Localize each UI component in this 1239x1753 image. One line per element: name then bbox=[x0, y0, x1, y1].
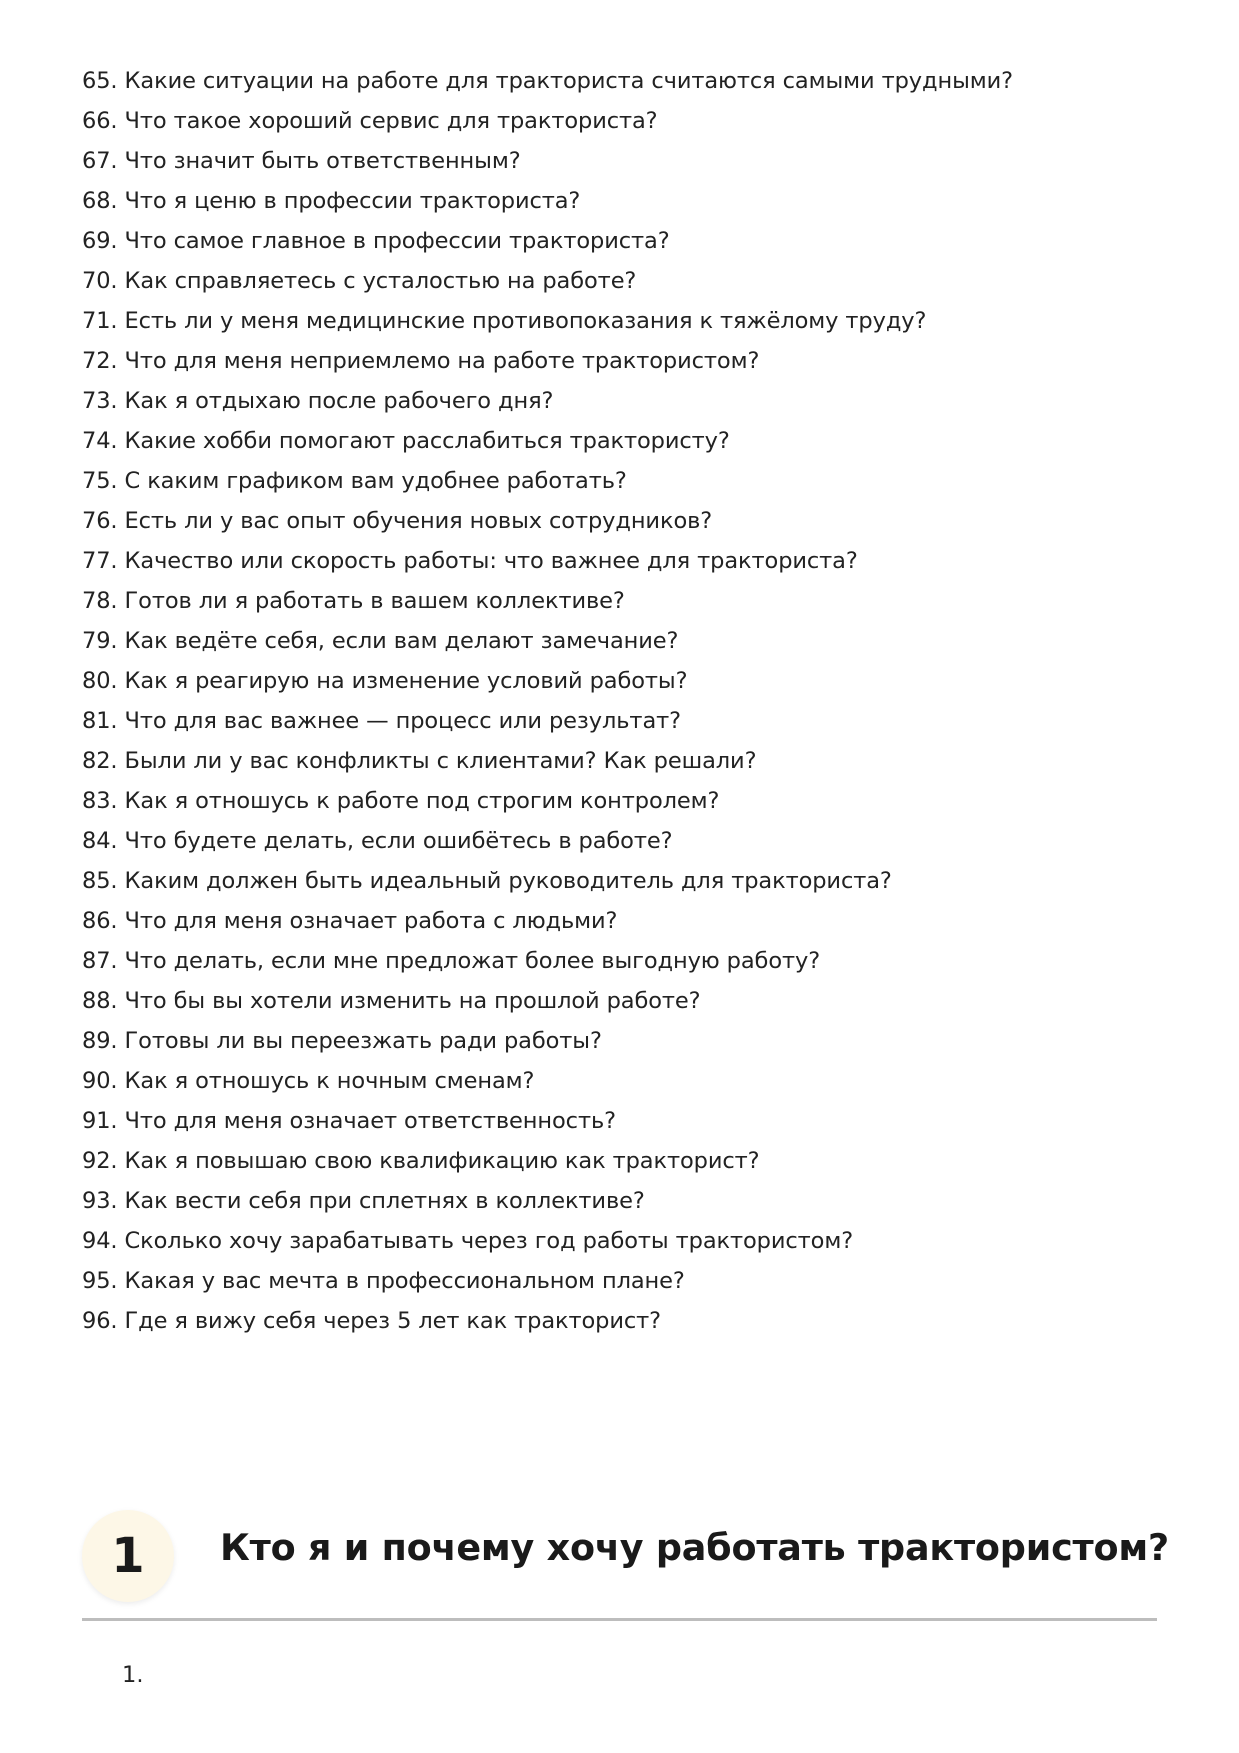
question-item: 66. Что такое хороший сервис для тракториста? bbox=[82, 108, 658, 134]
question-item: 92. Как я повышаю свою квалификацию как тракторист? bbox=[82, 1148, 760, 1174]
question-item: 70. Как справляетесь с усталостью на работе? bbox=[82, 268, 637, 294]
question-item: 88. Что бы вы хотели изменить на прошлой работе? bbox=[82, 988, 701, 1014]
question-item: 80. Как я реагирую на изменение условий работы? bbox=[82, 668, 688, 694]
question-item: 93. Как вести себя при сплетнях в коллективе? bbox=[82, 1188, 645, 1214]
question-item: 67. Что значит быть ответственным? bbox=[82, 148, 521, 174]
section-header bbox=[82, 1510, 1169, 1630]
question-item: 72. Что для меня неприемлемо на работе трактористом? bbox=[82, 348, 760, 374]
question-item: 76. Есть ли у вас опыт обучения новых сотрудников? bbox=[82, 508, 713, 534]
question-item: 79. Как ведёте себя, если вам делают замечание? bbox=[82, 628, 679, 654]
question-item: 82. Были ли у вас конфликты с клиентами? Как решали? bbox=[82, 748, 757, 774]
question-item: 85. Каким должен быть идеальный руководитель для тракториста? bbox=[82, 868, 892, 894]
section-title: Кто я и почему хочу работать трактористом? bbox=[220, 1526, 1169, 1569]
section-number-badge: 1 bbox=[82, 1510, 174, 1602]
answer-list-number: 1. bbox=[122, 1662, 144, 1688]
question-item: 87. Что делать, если мне предложат более выгодную работу? bbox=[82, 948, 821, 974]
question-item: 83. Как я отношусь к работе под строгим контролем? bbox=[82, 788, 720, 814]
question-item: 96. Где я вижу себя через 5 лет как тракторист? bbox=[82, 1308, 662, 1334]
question-item: 69. Что самое главное в профессии тракториста? bbox=[82, 228, 670, 254]
question-item: 95. Какая у вас мечта в профессиональном плане? bbox=[82, 1268, 685, 1294]
question-item: 86. Что для меня означает работа с людьми? bbox=[82, 908, 618, 934]
question-item: 78. Готов ли я работать в вашем коллективе? bbox=[82, 588, 625, 614]
question-item: 81. Что для вас важнее — процесс или результат? bbox=[82, 708, 681, 734]
question-item: 91. Что для меня означает ответственность? bbox=[82, 1108, 616, 1134]
question-item: 71. Есть ли у меня медицинские противопоказания к тяжёлому труду? bbox=[82, 308, 927, 334]
question-item: 89. Готовы ли вы переезжать ради работы? bbox=[82, 1028, 602, 1054]
question-item: 73. Как я отдыхаю после рабочего дня? bbox=[82, 388, 554, 414]
question-item: 94. Сколько хочу зарабатывать через год работы трактористом? bbox=[82, 1228, 854, 1254]
question-item: 90. Как я отношусь к ночным сменам? bbox=[82, 1068, 535, 1094]
question-item: 65. Какие ситуации на работе для тракториста считаются самыми трудными? bbox=[82, 68, 1013, 94]
section-divider bbox=[82, 1618, 1157, 1621]
question-item: 75. С каким графиком вам удобнее работать? bbox=[82, 468, 627, 494]
question-item: 68. Что я ценю в профессии тракториста? bbox=[82, 188, 581, 214]
question-item: 84. Что будете делать, если ошибётесь в работе? bbox=[82, 828, 673, 854]
question-item: 77. Качество или скорость работы: что важнее для тракториста? bbox=[82, 548, 858, 574]
question-list bbox=[82, 61, 1162, 1341]
question-item: 74. Какие хобби помогают расслабиться трактористу? bbox=[82, 428, 730, 454]
